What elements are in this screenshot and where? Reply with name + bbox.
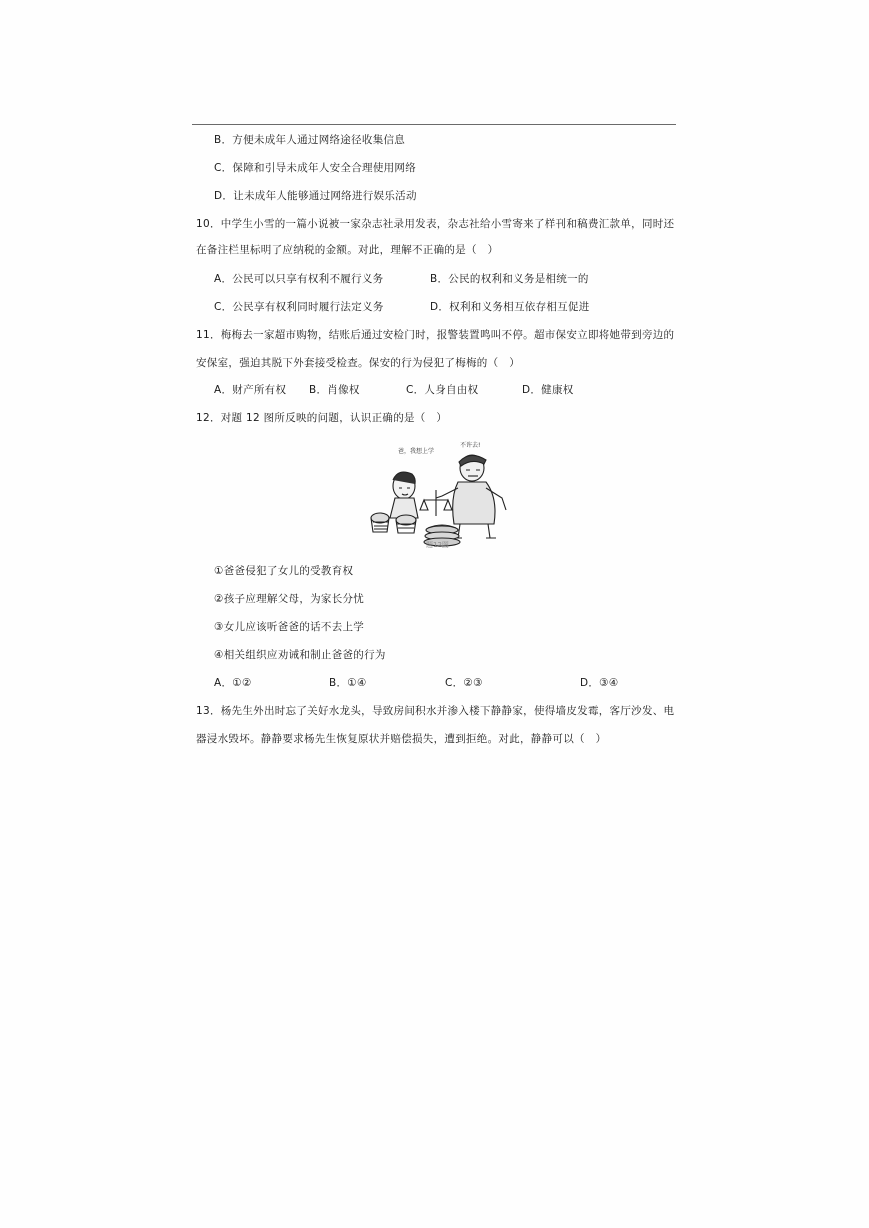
q12-statement-2: ②孩子应理解父母，为家长分忧 <box>214 593 365 605</box>
q13-stem-line2: 器浸水毁坏。静静要求杨先生恢复原状并赔偿损失，遭到拒绝。对此，静静可以（ ） <box>196 733 607 745</box>
q10-option-d: D．权利和义务相互依存相互促进 <box>430 301 590 313</box>
q11-stem-line1: 11．梅梅去一家超市购物，结账后通过安检门时，报警装置鸣叫不停。超市保安立即将她带到旁边的 <box>196 329 675 341</box>
q12-stem: 12．对题 12 图所反映的问题，认识正确的是（ ） <box>196 412 448 424</box>
father-speech-bubble: 不许去! <box>460 442 481 449</box>
girl-speech-bubble: 爸，我想上学 <box>398 448 435 455</box>
q9-option-b: B．方便未成年人通过网络途径收集信息 <box>214 134 406 146</box>
q11-option-c: C．人身自由权 <box>406 384 479 396</box>
q12-statement-1: ①爸爸侵犯了女儿的受教育权 <box>214 565 354 577</box>
q12-option-d: D．③④ <box>580 677 619 689</box>
q11-stem-line2: 安保室，强迫其脱下外套接受检查。保安的行为侵犯了梅梅的（ ） <box>196 357 520 369</box>
q12-cartoon-figure <box>362 438 522 550</box>
q10-stem-line2: 在备注栏里标明了应纳税的金额。对此，理解不正确的是（ ） <box>196 244 499 256</box>
q12-option-b: B．①④ <box>329 677 367 689</box>
q9-option-d: D．让未成年人能够通过网络进行娱乐活动 <box>214 190 417 202</box>
q12-statement-3: ③女儿应该听爸爸的话不去上学 <box>214 621 365 633</box>
q10-stem-line1: 10．中学生小雪的一篇小说被一家杂志社录用发表，杂志社给小雪寄来了样刊和稿费汇款单，同时还 <box>196 218 675 230</box>
q13-stem-line1: 13．杨先生外出时忘了关好水龙头，导致房间积水并渗入楼下静静家，使得墙皮发霉，客厅沙发、电 <box>196 705 675 717</box>
q10-option-a: A．公民可以只享有权利不履行义务 <box>214 273 384 285</box>
q12-figure-caption: 题12图 <box>426 541 449 549</box>
q11-option-b: B．肖像权 <box>309 384 360 396</box>
q10-option-b: B．公民的权利和义务是相统一的 <box>430 273 589 285</box>
q9-option-c: C．保障和引导未成年人安全合理使用网络 <box>214 162 417 174</box>
q11-option-a: A．财产所有权 <box>214 384 287 396</box>
cartoon-illustration <box>362 438 522 550</box>
q11-option-d: D．健康权 <box>522 384 574 396</box>
q12-option-a: A．①② <box>214 677 252 689</box>
q12-option-c: C．②③ <box>445 677 483 689</box>
q12-statement-4: ④相关组织应劝诫和制止爸爸的行为 <box>214 649 386 661</box>
top-rule <box>192 124 676 125</box>
q10-option-c: C．公民享有权利同时履行法定义务 <box>214 301 384 313</box>
